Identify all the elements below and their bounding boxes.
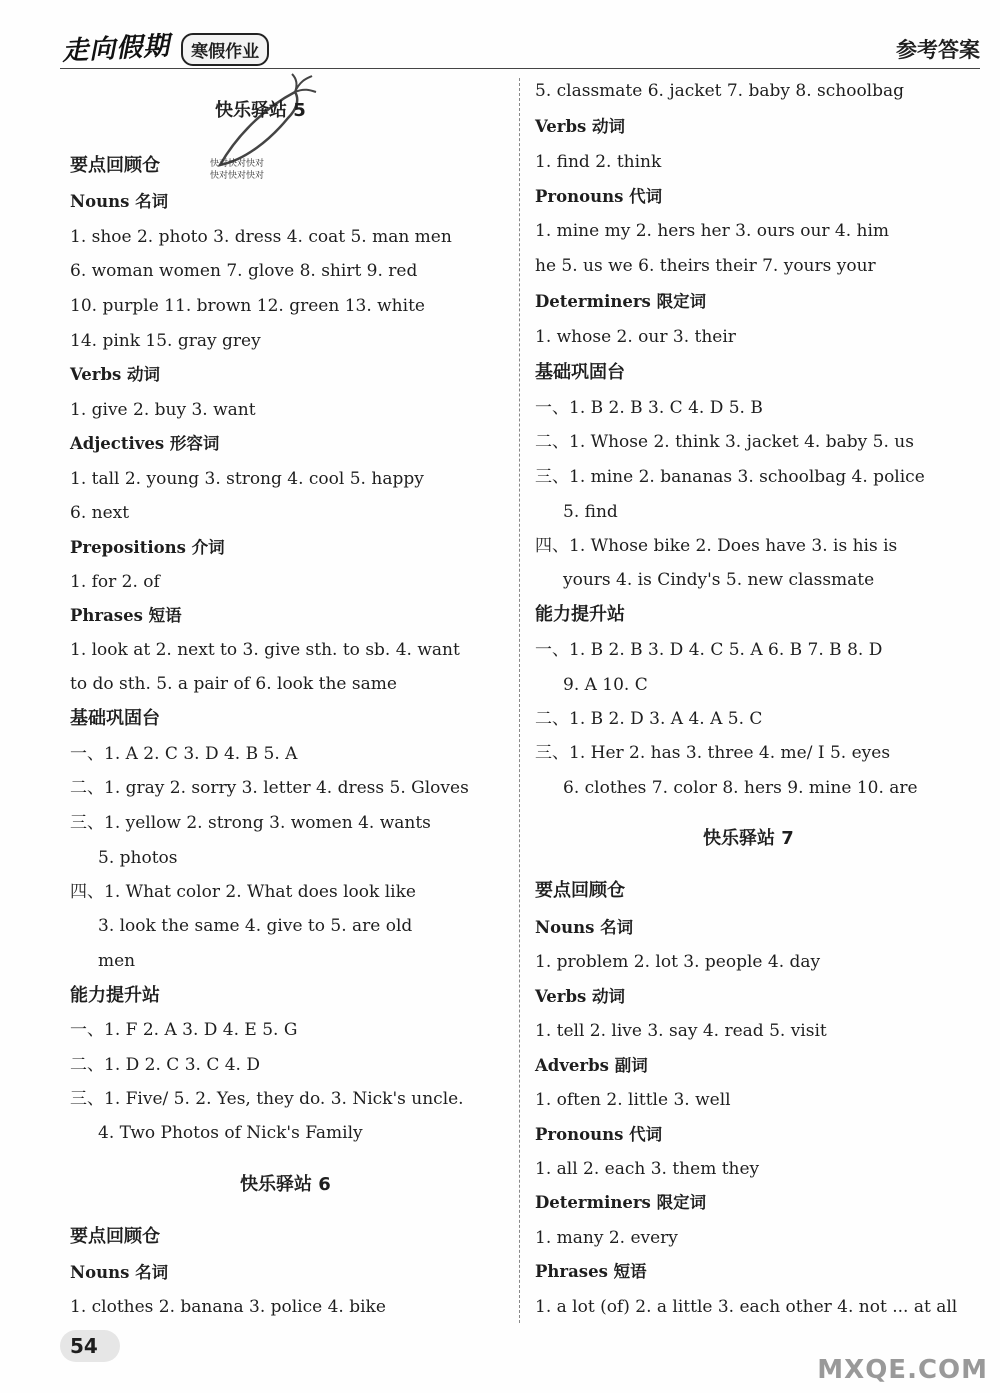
answer-line: 二、1. Whose 2. think 3. jacket 4. baby 5. us	[535, 432, 914, 452]
category-label: Pronouns 代词	[535, 1125, 663, 1144]
kuaidui-line: 快对快对快对	[210, 171, 265, 181]
watermark: MXQE.COM	[817, 1355, 988, 1385]
answer-line: 9. A 10. C	[563, 675, 648, 695]
answer-line: 1. tall 2. young 3. strong 4. cool 5. happy	[70, 469, 424, 489]
answer-line: 1. shoe 2. photo 3. dress 4. coat 5. man men	[70, 227, 452, 247]
answer-line: 1. clothes 2. banana 3. police 4. bike	[70, 1297, 386, 1317]
answer-line: 三、1. mine 2. bananas 3. schoolbag 4. police	[535, 467, 925, 487]
answer-line: 14. pink 15. gray grey	[70, 331, 261, 351]
category-label: Determiners 限定词	[535, 292, 707, 311]
section-heading: 要点回顾仓	[70, 155, 160, 176]
answer-line: 三、1. Five/ 5. 2. Yes, they do. 3. Nick's uncle.	[70, 1089, 464, 1109]
answer-line: 一、1. F 2. A 3. D 4. E 5. G	[70, 1020, 298, 1040]
category-label: Verbs 动词	[535, 987, 626, 1006]
answer-line: 二、1. gray 2. sorry 3. letter 4. dress 5. Gloves	[70, 778, 469, 798]
answer-line: 5. photos	[98, 848, 178, 868]
answer-line: 二、1. D 2. C 3. C 4. D	[70, 1055, 260, 1075]
section-heading: 基础巩固台	[70, 708, 160, 729]
answer-line: 6. woman women 7. glove 8. shirt 9. red	[70, 261, 418, 281]
answer-line: to do sth. 5. a pair of 6. look the same	[70, 674, 397, 694]
category-label: Nouns 名词	[70, 1263, 169, 1282]
answer-line: men	[98, 951, 136, 971]
answer-line: 四、1. What color 2. What does look like	[70, 882, 416, 902]
answer-line: 10. purple 11. brown 12. green 13. white	[70, 296, 425, 316]
section-heading: 要点回顾仓	[535, 880, 625, 901]
answer-line: 1. all 2. each 3. them they	[535, 1159, 760, 1179]
answer-line: 1. whose 2. our 3. their	[535, 327, 736, 347]
answer-line: 1. for 2. of	[70, 572, 160, 592]
answer-line: 一、1. B 2. B 3. C 4. D 5. B	[535, 398, 763, 418]
answer-line: 三、1. Her 2. has 3. three 4. me/ I 5. eyes	[535, 743, 891, 763]
category-label: Phrases 短语	[70, 606, 182, 625]
answer-line: he 5. us we 6. theirs their 7. yours your	[535, 256, 876, 276]
answer-line: 三、1. yellow 2. strong 3. women 4. wants	[70, 813, 431, 833]
answer-line: 二、1. B 2. D 3. A 4. A 5. C	[535, 709, 763, 729]
category-label: Nouns 名词	[535, 918, 634, 937]
answer-line: 一、1. A 2. C 3. D 4. B 5. A	[70, 744, 298, 764]
category-label: Adjectives 形容词	[70, 434, 220, 453]
category-label: Prepositions 介词	[70, 538, 225, 557]
category-label: Pronouns 代词	[535, 187, 663, 206]
answer-line: 1. tell 2. live 3. say 4. read 5. visit	[535, 1021, 827, 1041]
brand-tag: 寒假作业	[181, 33, 269, 66]
book-logo	[62, 28, 269, 66]
header-rule	[60, 68, 980, 69]
answer-line: 1. problem 2. lot 3. people 4. day	[535, 952, 821, 972]
answer-line: 6. clothes 7. color 8. hers 9. mine 10. are	[563, 778, 918, 798]
category-label: Adverbs 副词	[535, 1056, 648, 1075]
answer-line: 1. often 2. little 3. well	[535, 1090, 731, 1110]
answer-line: 5. find	[563, 502, 618, 522]
section-heading: 基础巩固台	[535, 362, 625, 383]
section-heading: 能力提升站	[70, 985, 160, 1006]
section-heading: 能力提升站	[535, 604, 625, 625]
kuaidui-line: 快对快对快对	[210, 159, 265, 169]
answer-line: 5. classmate 6. jacket 7. baby 8. schoolbag	[535, 81, 905, 101]
answer-line: 3. look the same 4. give to 5. are old	[98, 916, 413, 936]
category-label: Verbs 动词	[535, 117, 626, 136]
answer-line: 1. give 2. buy 3. want	[70, 400, 256, 420]
answer-line: 1. mine my 2. hers her 3. ours our 4. him	[535, 221, 890, 241]
category-label: Verbs 动词	[70, 365, 161, 384]
section-heading: 要点回顾仓	[70, 1226, 160, 1247]
category-label: Determiners 限定词	[535, 1193, 707, 1212]
page-number: 54	[70, 1334, 98, 1358]
column-divider	[519, 78, 520, 1323]
answer-line: 4. Two Photos of Nick's Family	[98, 1123, 363, 1143]
answer-line: 一、1. B 2. B 3. D 4. C 5. A 6. B 7. B 8. D	[535, 640, 883, 660]
answer-line: 四、1. Whose bike 2. Does have 3. is his is	[535, 536, 898, 556]
answer-line: 1. many 2. every	[535, 1228, 678, 1248]
brand-title: 走向假期	[61, 31, 171, 67]
answer-line: 1. look at 2. next to 3. give sth. to sb. 4. want	[70, 640, 460, 660]
answer-line: 1. a lot (of) 2. a little 3. each other 4. not ... at all	[535, 1297, 958, 1317]
section-title: 参考答案	[896, 38, 980, 62]
answer-line: yours 4. is Cindy's 5. new classmate	[563, 570, 875, 590]
answer-line: 6. next	[70, 503, 130, 523]
kuaidui-stamp	[210, 158, 264, 182]
station-title: 快乐驿站 5	[215, 100, 306, 121]
station-title: 快乐驿站 7	[703, 828, 794, 849]
answer-line: 1. find 2. think	[535, 152, 662, 172]
category-label: Nouns 名词	[70, 192, 169, 211]
station-title: 快乐驿站 6	[240, 1174, 331, 1195]
category-label: Phrases 短语	[535, 1262, 647, 1281]
